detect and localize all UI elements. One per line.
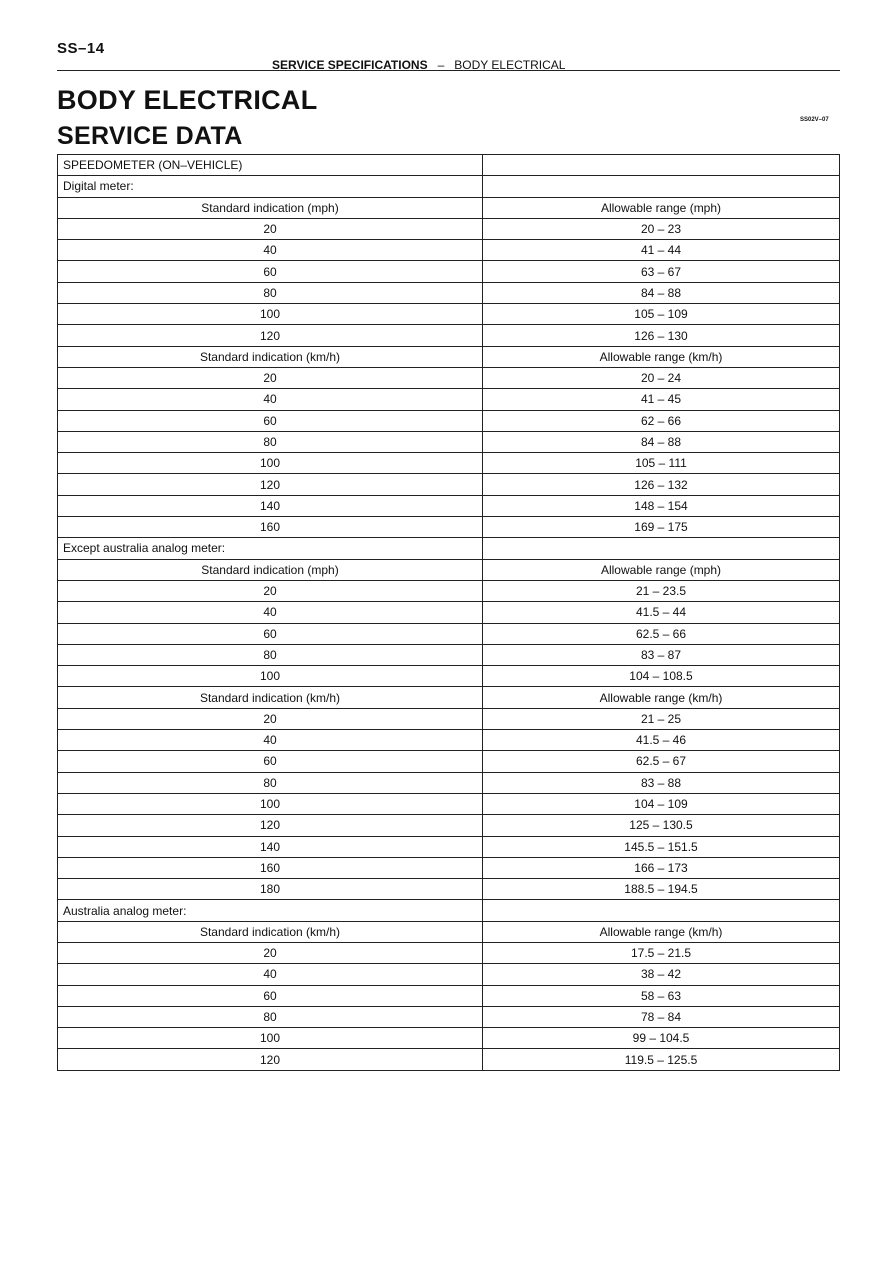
running-head-section: SERVICE SPECIFICATIONS [272,58,428,72]
document-code: SS02V–07 [800,117,829,123]
table-row [58,240,840,261]
standard-indication-value: 80 [58,644,483,665]
allowable-range-value: 17.5 – 21.5 [483,942,840,963]
standard-indication-header: Standard indication (km/h) [58,921,483,942]
section-label: Digital meter: [58,176,483,197]
standard-indication-value: 40 [58,602,483,623]
standard-indication-value: 40 [58,389,483,410]
standard-indication-value: 120 [58,815,483,836]
allowable-range-value: 58 – 63 [483,985,840,1006]
allowable-range-value: 20 – 23 [483,218,840,239]
standard-indication-value: 80 [58,772,483,793]
section-row [58,155,840,176]
allowable-range-value: 125 – 130.5 [483,815,840,836]
section-label: Except australia analog meter: [58,538,483,559]
standard-indication-value: 80 [58,431,483,452]
table-row [58,793,840,814]
standard-indication-value: 20 [58,942,483,963]
allowable-range-value: 105 – 111 [483,453,840,474]
table-row [58,815,840,836]
table-row [58,367,840,388]
table-row [58,304,840,325]
standard-indication-value: 180 [58,879,483,900]
allowable-range-value: 62 – 66 [483,410,840,431]
page-title: BODY ELECTRICAL [57,85,318,115]
table-row [58,942,840,963]
table-row [58,389,840,410]
standard-indication-value: 60 [58,985,483,1006]
allowable-range-value: 126 – 130 [483,325,840,346]
standard-indication-value: 160 [58,857,483,878]
table-row [58,453,840,474]
table-row [58,1049,840,1070]
standard-indication-value: 160 [58,517,483,538]
allowable-range-value: 63 – 67 [483,261,840,282]
standard-indication-value: 120 [58,1049,483,1070]
column-header-row [58,346,840,367]
table-row [58,879,840,900]
standard-indication-value: 140 [58,495,483,516]
allowable-range-value: 38 – 42 [483,964,840,985]
allowable-range-value: 78 – 84 [483,1006,840,1027]
empty-cell [483,900,840,921]
column-header-row [58,687,840,708]
standard-indication-header: Standard indication (mph) [58,559,483,580]
standard-indication-value: 100 [58,453,483,474]
allowable-range-value: 166 – 173 [483,857,840,878]
allowable-range-value: 126 – 132 [483,474,840,495]
allowable-range-header: Allowable range (km/h) [483,687,840,708]
section-label: SPEEDOMETER (ON–VEHICLE) [58,155,483,176]
standard-indication-value: 60 [58,623,483,644]
allowable-range-header: Allowable range (km/h) [483,921,840,942]
section-row [58,176,840,197]
table-row [58,857,840,878]
standard-indication-value: 80 [58,1006,483,1027]
allowable-range-value: 62.5 – 66 [483,623,840,644]
page-subtitle: SERVICE DATA [57,122,243,150]
allowable-range-value: 119.5 – 125.5 [483,1049,840,1070]
allowable-range-header: Allowable range (mph) [483,559,840,580]
table-row [58,410,840,431]
allowable-range-header: Allowable range (mph) [483,197,840,218]
standard-indication-header: Standard indication (km/h) [58,687,483,708]
section-row [58,538,840,559]
allowable-range-value: 41 – 44 [483,240,840,261]
allowable-range-header: Allowable range (km/h) [483,346,840,367]
standard-indication-value: 100 [58,793,483,814]
standard-indication-header: Standard indication (km/h) [58,346,483,367]
allowable-range-value: 21 – 25 [483,708,840,729]
table-row [58,325,840,346]
standard-indication-value: 140 [58,836,483,857]
column-header-row [58,921,840,942]
standard-indication-value: 80 [58,282,483,303]
running-head-topic: BODY ELECTRICAL [454,58,566,72]
standard-indication-value: 60 [58,261,483,282]
standard-indication-value: 100 [58,304,483,325]
table-row [58,517,840,538]
section-label: Australia analog meter: [58,900,483,921]
table-row [58,474,840,495]
service-data-table-body [58,155,840,1071]
table-row [58,282,840,303]
table-row [58,836,840,857]
allowable-range-value: 169 – 175 [483,517,840,538]
table-row [58,644,840,665]
table-row [58,666,840,687]
allowable-range-value: 104 – 108.5 [483,666,840,687]
table-row [58,580,840,601]
table-row [58,431,840,452]
standard-indication-value: 20 [58,580,483,601]
empty-cell [483,538,840,559]
table-row [58,964,840,985]
table-row [58,751,840,772]
standard-indication-value: 60 [58,751,483,772]
standard-indication-value: 40 [58,730,483,751]
empty-cell [483,176,840,197]
allowable-range-value: 188.5 – 194.5 [483,879,840,900]
table-row [58,985,840,1006]
standard-indication-value: 100 [58,1028,483,1049]
allowable-range-value: 145.5 – 151.5 [483,836,840,857]
running-head-separator: – [437,58,445,72]
allowable-range-value: 99 – 104.5 [483,1028,840,1049]
allowable-range-value: 104 – 109 [483,793,840,814]
allowable-range-value: 84 – 88 [483,282,840,303]
page-number: SS–14 [57,40,105,57]
standard-indication-value: 120 [58,474,483,495]
allowable-range-value: 41.5 – 44 [483,602,840,623]
header-rule [57,70,840,71]
allowable-range-value: 83 – 88 [483,772,840,793]
table-row [58,495,840,516]
empty-cell [483,155,840,176]
column-header-row [58,559,840,580]
standard-indication-value: 20 [58,218,483,239]
allowable-range-value: 41.5 – 46 [483,730,840,751]
table-row [58,623,840,644]
allowable-range-value: 148 – 154 [483,495,840,516]
allowable-range-value: 83 – 87 [483,644,840,665]
table-row [58,218,840,239]
allowable-range-value: 20 – 24 [483,367,840,388]
allowable-range-value: 105 – 109 [483,304,840,325]
standard-indication-value: 60 [58,410,483,431]
standard-indication-value: 20 [58,708,483,729]
standard-indication-value: 120 [58,325,483,346]
allowable-range-value: 41 – 45 [483,389,840,410]
standard-indication-value: 20 [58,367,483,388]
section-row [58,900,840,921]
allowable-range-value: 62.5 – 67 [483,751,840,772]
table-row [58,772,840,793]
standard-indication-value: 100 [58,666,483,687]
allowable-range-value: 84 – 88 [483,431,840,452]
allowable-range-value: 21 – 23.5 [483,580,840,601]
column-header-row [58,197,840,218]
service-data-table [57,154,840,1071]
table-row [58,602,840,623]
table-row [58,1006,840,1027]
table-row [58,708,840,729]
table-row [58,1028,840,1049]
table-row [58,730,840,751]
standard-indication-value: 40 [58,240,483,261]
standard-indication-value: 40 [58,964,483,985]
standard-indication-header: Standard indication (mph) [58,197,483,218]
table-row [58,261,840,282]
